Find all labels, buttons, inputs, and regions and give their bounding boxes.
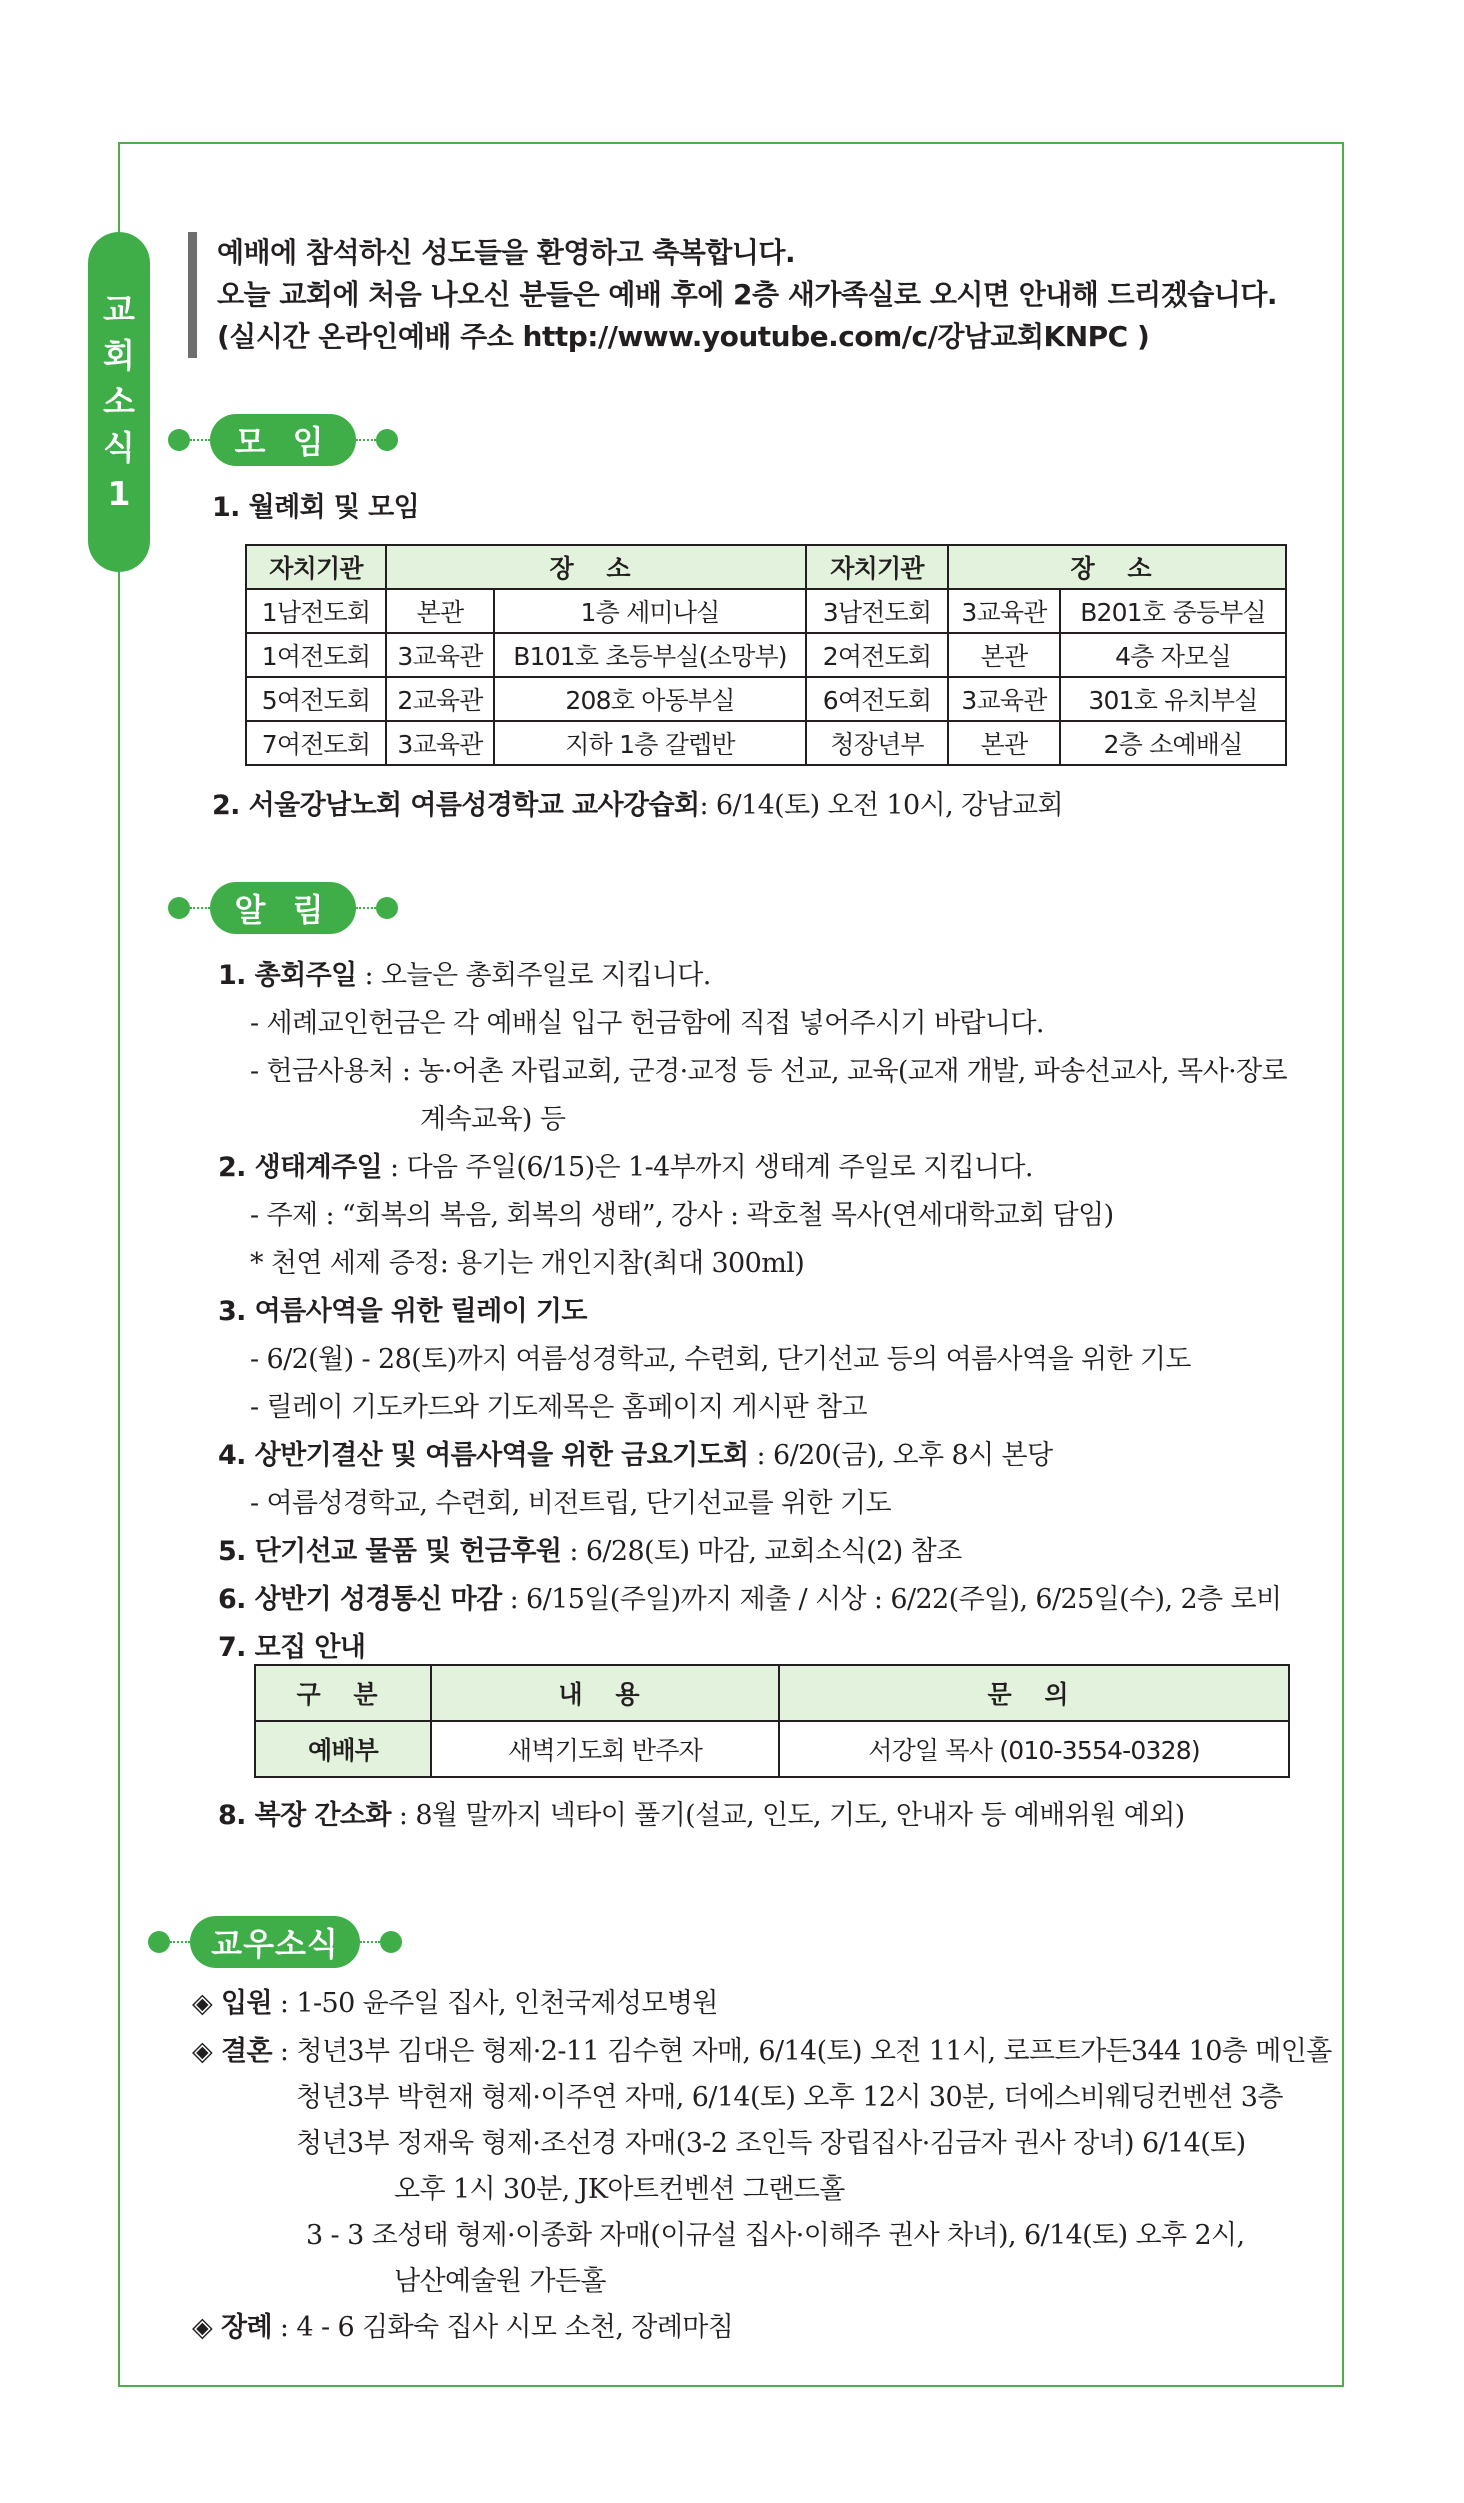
section-title: 교우소식 [190, 1916, 360, 1968]
notice-4-sub: - 여름성경학교, 수련회, 비전트립, 단기선교를 위한 기도 [250, 1488, 891, 1519]
bullet-dot-icon [168, 429, 190, 451]
notice-3-sub: - 릴레이 기도카드와 기도제목은 홈페이지 게시판 참고 [250, 1392, 868, 1423]
side-tab-char: 소 [103, 382, 135, 421]
dotted-line [190, 439, 210, 441]
table-cell: 3교육관 [948, 677, 1060, 721]
table-cell: 4층 자모실 [1060, 633, 1286, 677]
table-cell: 1남전도회 [246, 589, 386, 633]
dotted-line [356, 907, 376, 909]
table-cell: 1여전도회 [246, 633, 386, 677]
table-cell: 새벽기도회 반주자 [431, 1721, 779, 1777]
intro-line: 예배에 참석하신 성도들을 환영하고 축복합니다. [217, 236, 796, 269]
member-news-hospital: ◈ 입원 : 1-50 윤주일 집사, 인천국제성모병원 [192, 1988, 718, 2019]
member-news-wedding-line: 청년3부 정재욱 형제·조선경 자매(3-2 조인득 장립집사·김금자 권사 장녀) 6/14(토) [296, 2128, 1246, 2159]
notice-3-sub: - 6/2(월) - 28(토)까지 여름성경학교, 수련회, 단기선교 등의 여름사역을 위한 기도 [250, 1344, 1191, 1375]
table-cell: 3교육관 [948, 589, 1060, 633]
table-cell: 3남전도회 [806, 589, 948, 633]
side-tab-char: 1 [107, 474, 131, 513]
moim-item-1: 1. 월례회 및 모임 [212, 492, 420, 523]
table-row [255, 1721, 1289, 1777]
table-cell: 본관 [948, 633, 1060, 677]
table-cell: 6여전도회 [806, 677, 948, 721]
member-news-wedding-line: 오후 1시 30분, JK아트컨벤션 그랜드홀 [394, 2174, 845, 2205]
table-header-row [246, 545, 1286, 589]
intro-line: (실시간 온라인예배 주소 http://www.youtube.com/c/강남교회KNPC ) [217, 320, 1150, 353]
table-cell: 청장년부 [806, 721, 948, 765]
dotted-line [356, 439, 376, 441]
table-cell: 예배부 [255, 1721, 431, 1777]
bullet-dot-icon [380, 1931, 402, 1953]
member-news-wedding-line: 남산예술원 가든홀 [394, 2266, 606, 2297]
table-header-cell: 자치기관 [806, 545, 948, 589]
welcome-intro [188, 232, 1337, 358]
table-row [246, 677, 1286, 721]
table-cell: B201호 중등부실 [1060, 589, 1286, 633]
section-side-tab [88, 232, 150, 572]
table-header-cell: 자치기관 [246, 545, 386, 589]
side-tab-char: 식 [103, 428, 135, 467]
dotted-line [190, 907, 210, 909]
recruit-table [254, 1664, 1290, 1778]
notice-3: 3. 여름사역을 위한 릴레이 기도 [218, 1296, 587, 1327]
intro-line: 오늘 교회에 처음 나오신 분들은 예배 후에 2층 새가족실로 오시면 안내해 드리겠습니다. [217, 278, 1278, 311]
notice-2-sub: * 천연 세제 증정: 용기는 개인지참(최대 300ml) [250, 1248, 805, 1279]
member-news-wedding-line: 청년3부 박현재 형제·이주연 자매, 6/14(토) 오후 12시 30분, 더에스비웨딩컨벤션 3층 [296, 2082, 1283, 2113]
bullet-dot-icon [148, 1931, 170, 1953]
table-cell: 서강일 목사 (010-3554-0328) [779, 1721, 1289, 1777]
bullet-dot-icon [376, 897, 398, 919]
table-row [246, 589, 1286, 633]
table-cell: 2층 소예배실 [1060, 721, 1286, 765]
bullet-dot-icon [376, 429, 398, 451]
table-cell: 2교육관 [386, 677, 494, 721]
table-header-row [255, 1665, 1289, 1721]
notice-6: 6. 상반기 성경통신 마감 : 6/15일(주일)까지 제출 / 시상 : 6/22(주일), 6/25일(수), 2층 로비 [218, 1584, 1282, 1615]
bullet-dot-icon [168, 897, 190, 919]
table-cell: 208호 아동부실 [494, 677, 806, 721]
table-header-cell: 내 용 [431, 1665, 779, 1721]
notice-1-sub: - 헌금사용처 : 농·어촌 자립교회, 군경·교정 등 선교, 교육(교재 개발, 파송선교사, 목사·장로 [250, 1056, 1288, 1087]
notice-4: 4. 상반기결산 및 여름사역을 위한 금요기도회 : 6/20(금), 오후 8시 본당 [218, 1440, 1053, 1471]
notice-1-sub: 계속교육) 등 [420, 1104, 566, 1135]
table-header-cell: 장 소 [386, 545, 806, 589]
dotted-line [360, 1941, 380, 1943]
table-row [246, 633, 1286, 677]
table-header-cell: 문 의 [779, 1665, 1289, 1721]
notice-2-sub: - 주제 : “회복의 복음, 회복의 생태”, 강사 : 곽호철 목사(연세대학교회 담임) [250, 1200, 1114, 1231]
table-cell: 본관 [948, 721, 1060, 765]
moim-item-2: 2. 서울강남노회 여름성경학교 교사강습회: 6/14(토) 오전 10시, 강남교회 [212, 790, 1063, 821]
section-title: 알 림 [210, 882, 356, 934]
section-header-moim [168, 412, 398, 468]
table-cell: 3교육관 [386, 633, 494, 677]
section-header-gyowoo [148, 1914, 402, 1970]
moim-location-table [245, 544, 1287, 766]
side-tab-char: 교 [103, 290, 135, 329]
table-header-cell: 구 분 [255, 1665, 431, 1721]
table-header-cell: 장 소 [948, 545, 1286, 589]
section-header-alrim [168, 880, 398, 936]
side-tab-char: 회 [103, 336, 135, 375]
table-cell: 본관 [386, 589, 494, 633]
member-news-wedding-line: 3 - 3 조성태 형제·이종화 자매(이규설 집사·이해주 권사 차녀), 6/14(토) 오후 2시, [306, 2220, 1245, 2251]
table-cell: 2여전도회 [806, 633, 948, 677]
table-cell: 7여전도회 [246, 721, 386, 765]
member-news-wedding: ◈ 결혼 : 청년3부 김대은 형제·2-11 김수현 자매, 6/14(토) 오전 11시, 로프트가든344 10층 메인홀 [192, 2036, 1332, 2067]
notice-1-sub: - 세례교인헌금은 각 예배실 입구 헌금함에 직접 넣어주시기 바랍니다. [250, 1008, 1044, 1039]
notice-5: 5. 단기선교 물품 및 헌금후원 : 6/28(토) 마감, 교회소식(2) 참조 [218, 1536, 962, 1567]
table-cell: 5여전도회 [246, 677, 386, 721]
table-row [246, 721, 1286, 765]
table-cell: 1층 세미나실 [494, 589, 806, 633]
table-cell: 3교육관 [386, 721, 494, 765]
member-news-funeral: ◈ 장례 : 4 - 6 김화숙 집사 시모 소천, 장례마침 [192, 2312, 734, 2343]
notice-1: 1. 총회주일 : 오늘은 총회주일로 지킵니다. [218, 960, 711, 991]
table-cell: 지하 1층 갈렙반 [494, 721, 806, 765]
notice-2: 2. 생태계주일 : 다음 주일(6/15)은 1-4부까지 생태계 주일로 지킵니다. [218, 1152, 1033, 1183]
section-title: 모 임 [210, 414, 356, 466]
dotted-line [170, 1941, 190, 1943]
table-cell: 301호 유치부실 [1060, 677, 1286, 721]
notice-8: 8. 복장 간소화 : 8월 말까지 넥타이 풀기(설교, 인도, 기도, 안내자 등 예배위원 예외) [218, 1800, 1185, 1831]
table-cell: B101호 초등부실(소망부) [494, 633, 806, 677]
notice-7: 7. 모집 안내 [218, 1632, 366, 1663]
